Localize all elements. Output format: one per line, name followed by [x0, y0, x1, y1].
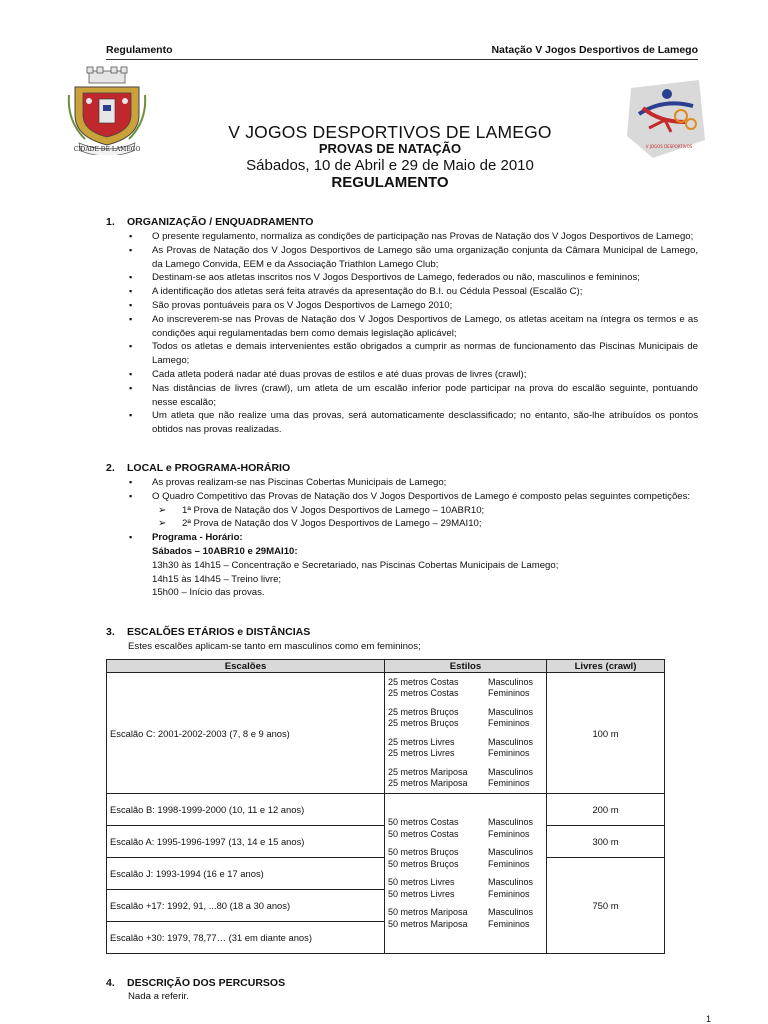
crest-banner-text: CIDADE DE LAMEGO	[73, 146, 141, 153]
escalao-cell: Escalão B: 1998-1999-2000 (10, 11 e 12 anos)	[107, 794, 385, 826]
estilo-name: 50 metros Costas	[388, 828, 459, 839]
escalao-cell: Escalão J: 1993-1994 (16 e 17 anos)	[107, 858, 385, 890]
logo-caption: V JOGOS DESPORTIVOS	[645, 144, 693, 149]
list-item: ▪ Nas distâncias de livres (crawl), um atleta de um escalão inferior pode participar na prova do escalão seguinte, pontuando nesse escalão;	[106, 382, 698, 410]
section-3-intro: Estes escalões aplicam-se tanto em masculinos como em femininos;	[128, 641, 421, 652]
list-item: ▪ Ao inscreverem-se nas Provas de Natação dos V Jogos Desportivos de Lamego, os atletas aceitam na íntegra os termos e as condições aqui regulamentadas bem como demais legislação aplicável;	[106, 313, 698, 341]
estilo-gender: Masculinos	[488, 736, 534, 747]
estilo-name: 25 metros Mariposa	[388, 766, 468, 777]
program-label: ▪ Programa - Horário:	[106, 531, 698, 545]
section-2-list	[106, 476, 698, 600]
estilo-name: 50 metros Livres	[388, 877, 455, 887]
estilo-gender: Femininos	[488, 778, 530, 788]
livres-cell: 300 m	[547, 826, 665, 858]
estilos-cell	[385, 673, 547, 794]
event-dates: Sábados, 10 de Abril e 29 de Maio de 2010	[246, 157, 534, 175]
competition-item: ➢ 2ª Prova de Natação dos V Jogos Desportivos de Lamego – 29MAI10;	[106, 517, 698, 531]
escalao-cell: Escalão C: 2001-2002-2003 (7, 8 e 9 anos)	[107, 673, 385, 794]
estilo-name: 25 metros Livres	[388, 736, 455, 747]
estilo-name: 25 metros Bruços	[388, 706, 459, 717]
estilo-gender: Femininos	[488, 718, 530, 728]
estilo-gender: Femininos	[488, 828, 530, 839]
list-item: ▪ O presente regulamento, normaliza as condições de participação nas Provas de Natação dos V Jogos Desportivos de Lamego;	[106, 230, 698, 244]
list-item: ▪ Um atleta que não realize uma das provas, será automaticamente desclassificado; no entanto, são-lhe atribuídos os pontos obtidos nas provas realizadas.	[106, 409, 698, 437]
estilo-gender: Femininos	[488, 858, 530, 869]
estilos-cell	[385, 794, 547, 954]
estilo-name: 50 metros Bruços	[388, 847, 459, 857]
livres-cell: 750 m	[547, 858, 665, 954]
column-header: Escalões	[107, 660, 385, 673]
livres-cell: 200 m	[547, 794, 665, 826]
estilo-name: 50 metros Costas	[388, 817, 459, 827]
list-item: ▪ O Quadro Competitivo das Provas de Natação dos V Jogos Desportivos de Lamego é composto pelas seguintes competições:	[106, 490, 698, 504]
page-header	[106, 43, 698, 60]
estilo-gender: Masculinos	[488, 676, 534, 687]
escalao-cell: Escalão +30: 1979, 78,77… (31 em diante anos)	[107, 922, 385, 954]
lamego-crest-logo	[65, 65, 149, 155]
section-title: ORGANIZAÇÃO / ENQUADRAMENTO	[127, 216, 314, 228]
section-number: 4.	[106, 977, 115, 989]
list-item: ▪ As provas realizam-se nas Piscinas Cobertas Municipais de Lamego;	[106, 476, 698, 490]
estilo-name: 25 metros Costas	[388, 676, 459, 687]
escalao-cell: Escalão +17: 1992, 91, ...80 (18 a 30 anos)	[107, 890, 385, 922]
escalao-cell: Escalão A: 1995-1996-1997 (13, 14 e 15 anos)	[107, 826, 385, 858]
estilo-name: 25 metros Bruços	[388, 718, 459, 728]
estilo-gender: Masculinos	[488, 706, 534, 717]
estilo-gender: Femininos	[488, 748, 530, 758]
categories-table	[106, 659, 665, 954]
header-left: Regulamento	[106, 44, 173, 56]
estilo-gender: Femininos	[488, 688, 530, 698]
competition-item: ➢ 1ª Prova de Natação dos V Jogos Desportivos de Lamego – 10ABR10;	[106, 504, 698, 518]
column-header: Livres (crawl)	[547, 660, 665, 673]
table-row	[107, 794, 665, 826]
table-row	[107, 673, 665, 794]
list-item: ▪ Cada atleta poderá nadar até duas provas de estilos e até duas provas de livres (crawl);	[106, 368, 698, 382]
header-right: Natação V Jogos Desportivos de Lamego	[491, 44, 698, 56]
estilo-name: 50 metros Livres	[388, 888, 455, 899]
title-block	[160, 122, 620, 192]
estilo-gender: Femininos	[488, 918, 530, 929]
estilo-name: 50 metros Mariposa	[388, 907, 468, 917]
list-item: ▪ A identificação dos atletas será feita através da apresentação do B.I. ou Cédula Pessoal (Escalão C);	[106, 285, 698, 299]
estilo-name: 50 metros Bruços	[388, 858, 459, 869]
table-header-row	[107, 660, 665, 673]
section-number: 3.	[106, 626, 115, 638]
estilo-name: 50 metros Mariposa	[388, 918, 468, 929]
section-1-list	[106, 230, 698, 437]
list-item: ▪ Todos os atletas e demais intervenientes estão obrigados a cumprir as normas de funcionamento das Piscinas Municipais de Lamego;	[106, 340, 698, 368]
jogos-desportivos-logo	[623, 78, 709, 160]
main-title: V JOGOS DESPORTIVOS DE LAMEGO	[228, 122, 552, 142]
estilo-gender: Masculinos	[488, 907, 534, 917]
estilo-name: 25 metros Costas	[388, 688, 459, 698]
section-title: LOCAL e PROGRAMA-HORÁRIO	[127, 462, 291, 474]
schedule-item: 13h30 às 14h15 – Concentração e Secretariado, nas Piscinas Cobertas Municipais de Lamego;	[152, 559, 559, 571]
section-title: DESCRIÇÃO DOS PERCURSOS	[127, 977, 286, 989]
column-header: Estilos	[385, 660, 547, 673]
document-type: REGULAMENTO	[331, 174, 449, 192]
section-title: ESCALÕES ETÁRIOS e DISTÂNCIAS	[127, 626, 311, 638]
section-4-text: Nada a referir.	[128, 991, 189, 1002]
schedule-item: 14h15 às 14h45 – Treino livre;	[152, 573, 282, 585]
livres-cell: 100 m	[547, 673, 665, 794]
estilo-gender: Masculinos	[488, 766, 534, 777]
page-number: 1	[706, 1014, 712, 1024]
estilo-gender: Masculinos	[488, 877, 534, 887]
schedule-item: 15h00 – Início das provas.	[152, 587, 265, 599]
estilo-gender: Masculinos	[488, 847, 534, 857]
subtitle: PROVAS DE NATAÇÃO	[318, 141, 462, 157]
saturdays-label: Sábados – 10ABR10 e 29MAI10:	[152, 545, 298, 557]
estilo-gender: Masculinos	[488, 817, 534, 827]
estilo-gender: Femininos	[488, 888, 530, 899]
estilo-name: 25 metros Livres	[388, 748, 455, 758]
section-number: 1.	[106, 216, 115, 228]
section-number: 2.	[106, 462, 115, 474]
list-item: ▪ Destinam-se aos atletas inscritos nos V Jogos Desportivos de Lamego, federados ou não, masculinos e femininos;	[106, 271, 698, 285]
list-item: ▪ As Provas de Natação dos V Jogos Desportivos de Lamego são uma organização conjunta da Câmara Municipal de Lamego, da Lamego Convida, EEM e da Associação Triathlon Lamego Club;	[106, 244, 698, 272]
list-item: ▪ São provas pontuáveis para os V Jogos Desportivos de Lamego 2010;	[106, 299, 698, 313]
estilo-name: 25 metros Mariposa	[388, 778, 468, 788]
